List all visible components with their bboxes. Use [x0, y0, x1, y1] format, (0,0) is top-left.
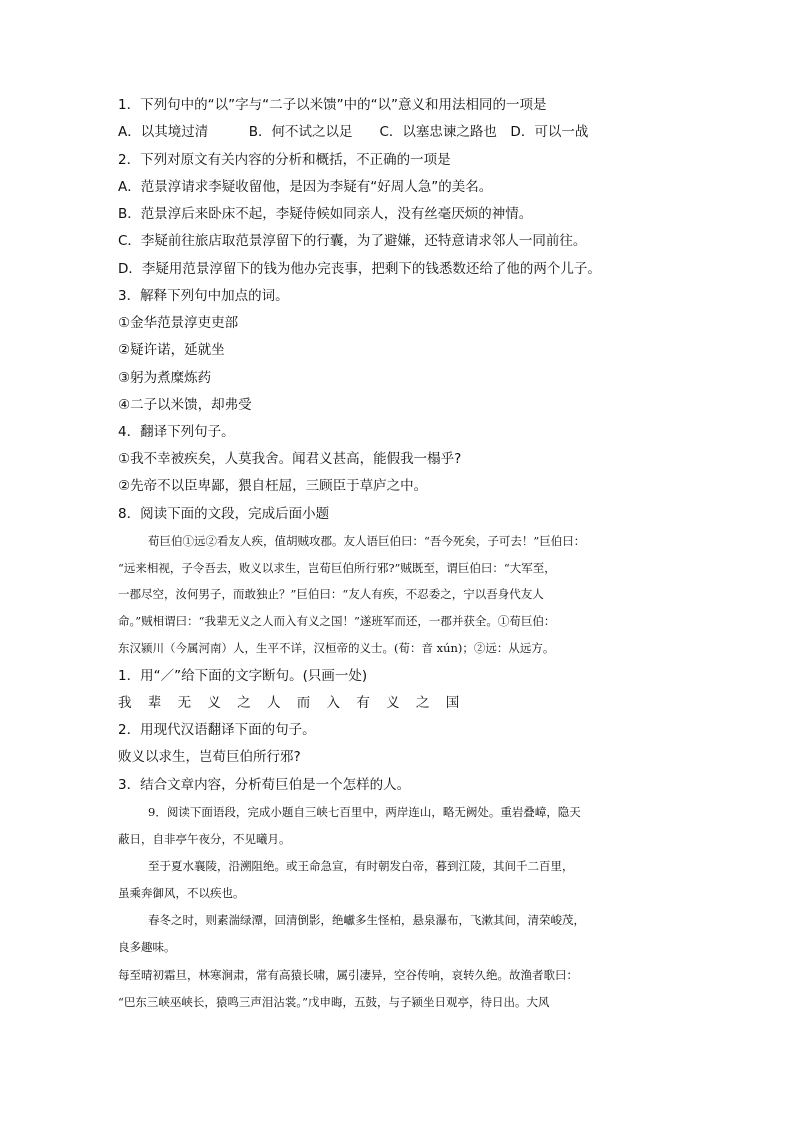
question-2-option-a: A．范景淳请求李疑收留他，是因为李疑有“好周人急”的美名。: [118, 179, 493, 195]
passage-line: 蔽日，自非亭午夜分，不见曦月。: [118, 832, 291, 846]
passage-line: 东汉颍川（今属河南）人，生平不详，汉桓帝的义士。(荀：音 xún)；②远：从远方。: [118, 641, 555, 655]
question-4-item-1: ①我不幸被疾矣，人莫我舍。闻君义甚高，能假我一榻乎?: [118, 451, 462, 467]
passage-line: 虽乘奔御风，不以疾也。: [118, 886, 245, 900]
question-2: 2．下列对原文有关内容的分析和概括，不正确的一项是: [118, 152, 451, 168]
question-2-option-d: D．李疑用范景淳留下的钱为他办完丧事，把剩下的钱悉数还给了他的两个儿子。: [118, 261, 601, 277]
question-8: 8．阅读下面的文段，完成后面小题: [118, 506, 330, 522]
question-2-option-c: C．李疑前往旅店取范景淳留下的行囊，为了避嫌，还特意请求邻人一同前往。: [118, 233, 587, 249]
passage-line: 春冬之时，则素湍绿潭，回清倒影，绝巘多生怪柏，悬泉瀑布，飞漱其间，清荣峻茂，: [148, 913, 585, 927]
question-9: 9．阅读下面语段，完成小题自三峡七百里中，两岸连山，略无阙处。重岩叠嶂，隐天: [148, 805, 581, 819]
sub-question-3: 3．结合文章内容，分析荀巨伯是一个怎样的人。: [118, 777, 411, 793]
passage-line: 荀巨伯①远②看友人疾，值胡贼攻郡。友人语巨伯曰：“吾今死矣，子可去！”巨伯曰：: [148, 534, 586, 548]
sub-question-2: 2．用现代汉语翻译下面的句子。: [118, 722, 316, 738]
passage-line: 良多趣味。: [118, 940, 176, 954]
question-4-item-2: ②先帝不以臣卑鄙，猥自枉屈，三顾臣于草庐之中。: [118, 478, 428, 494]
passage-line: “巴东三峡巫峡长，猿鸣三声泪沾裳。”戊申晦，五鼓，与子颍坐日观亭，待日出。大风: [118, 995, 550, 1009]
question-2-option-b: B．范景淳后来卧床不起，李疑侍候如同亲人，没有丝毫厌烦的神情。: [118, 206, 533, 222]
passage-line: “远来相视，子令吾去，败义以求生，岂荀巨伯所行邪?”贼既至，谓巨伯曰：“大军至，: [118, 561, 556, 575]
sentence-to-translate: 败义以求生，岂荀巨伯所行邪?: [118, 749, 301, 765]
question-3-item-2: ②疑许诺，延就坐: [118, 342, 225, 358]
passage-line: 一郡尽空，汝何男子，而敢独止？”巨伯曰：“友人有疾，不忍委之，宁以吾身代友人: [118, 587, 544, 601]
question-3-item-4: ④二子以米馈，却弗受: [118, 397, 252, 413]
question-1-options: A．以其境过清 B．何不试之以足 C．以塞忠谏之路也 D．可以一战: [118, 124, 589, 140]
sentence-to-split: 我 辈 无 义 之 人 而 入 有 义 之 国: [118, 695, 466, 711]
passage-line: 命。”贼相谓曰：“我辈无义之人而入有义之国！”遂班军而还，一郡并获全。①荀巨伯：: [118, 614, 556, 628]
passage-line: 至于夏水襄陵，沿溯阻绝。或王命急宣，有时朝发白帝，暮到江陵，其间千二百里，: [148, 859, 574, 873]
passage-line: 每至晴初霜旦，林寒涧肃，常有高猿长啸，属引凄异，空谷传响，哀转久绝。故渔者歌曰：: [118, 968, 578, 982]
question-3-item-3: ③躬为煮糜炼药: [118, 370, 212, 386]
sub-question-1: 1．用“／”给下面的文字断句。(只画一处): [118, 668, 368, 684]
question-3: 3．解释下列句中加点的词。: [118, 288, 289, 304]
question-1: 1．下列句中的“以”字与“二子以米馈”中的“以”意义和用法相同的一项是: [118, 97, 547, 113]
question-4: 4．翻译下列句子。: [118, 424, 235, 440]
question-3-item-1: ①金华范景淳吏吏部: [118, 315, 239, 331]
